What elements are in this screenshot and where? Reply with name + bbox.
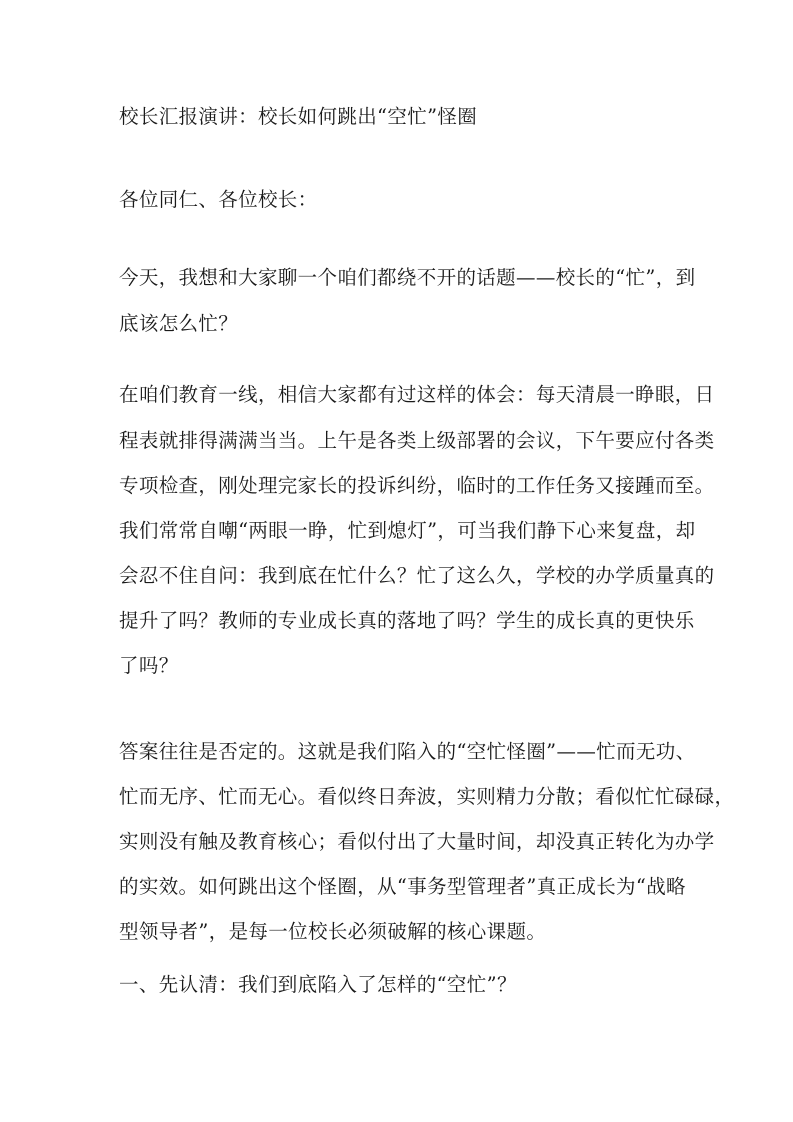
- paragraph-3-line-1: 答案往往是否定的。这就是我们陷入的“空忙怪圈”——忙而无功、: [119, 740, 696, 763]
- paragraph-3-line-5: 型领导者”，是每一位校长必须破解的核心课题。: [119, 920, 547, 943]
- paragraph-2-line-2: 程表就排得满满当当。上午是各类上级部署的会议，下午要应付各类: [119, 429, 715, 452]
- paragraph-2-line-6: 提升了吗？教师的专业成长真的落地了吗？学生的成长真的更快乐: [119, 609, 695, 632]
- paragraph-3-line-2: 忙而无序、忙而无心。看似终日奔波，实则精力分散；看似忙忙碌碌，: [119, 785, 735, 808]
- section-heading: 一、先认清：我们到底陷入了怎样的“空忙”？: [119, 973, 517, 996]
- paragraph-2-line-4: 我们常常自嘲“两眼一睁，忙到熄灯”，可当我们静下心来复盘，却: [119, 519, 696, 542]
- document-title: 校长汇报演讲：校长如何跳出“空忙”怪圈: [119, 105, 478, 128]
- paragraph-3-line-4: 的实效。如何跳出这个怪圈，从“事务型管理者”真正成长为“战略: [119, 875, 686, 898]
- paragraph-3-line-3: 实则没有触及教育核心；看似付出了大量时间，却没真正转化为办学: [119, 830, 715, 853]
- paragraph-1-line-2: 底该怎么忙？: [119, 312, 239, 335]
- paragraph-2-line-3: 专项检查，刚处理完家长的投诉纠纷，临时的工作任务又接踵而至。: [119, 474, 715, 497]
- paragraph-1-line-1: 今天，我想和大家聊一个咱们都绕不开的话题——校长的“忙”，到: [119, 266, 696, 289]
- paragraph-2-line-1: 在咱们教育一线，相信大家都有过这样的体会：每天清晨一睁眼，日: [119, 383, 715, 406]
- paragraph-2-line-7: 了吗？: [119, 654, 179, 677]
- salutation: 各位同仁、各位校长：: [119, 188, 318, 211]
- paragraph-2-line-5: 会忍不住自问：我到底在忙什么？忙了这么久，学校的办学质量真的: [119, 564, 715, 587]
